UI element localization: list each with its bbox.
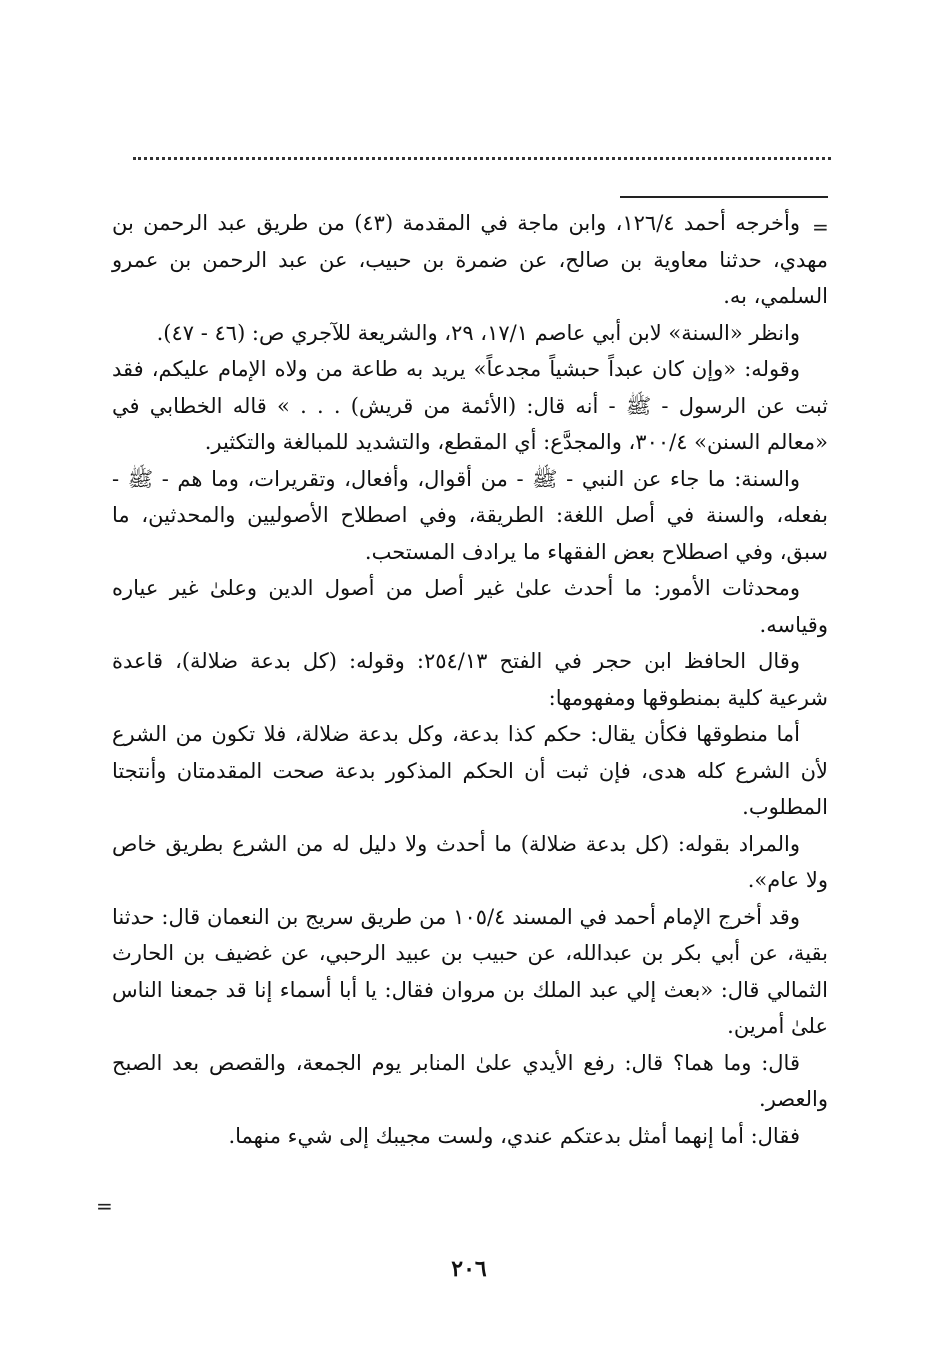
paragraph: وأخرجه أحمد ١٢٦/٤، وابن ماجة في المقدمة (٤٣) من طريق عبد الرحمن بن مهدي، حدثنا معاوية بن صالح، عن ضمرة بن حبيب، عن عبد الرحمن بن عمرو السلمي، به. [112,211,828,308]
continuation-mark-top: = [812,215,829,239]
paragraph: وقد أخرج الإمام أحمد في المسند ١٠٥/٤ من طريق سريج بن النعمان قال: حدثنا بقية، عن أبي بكر بن عبدالله، عن حبيب بن عبيد الرحبي، عن غضيف بن الحارث الثمالي قال: «بعث إلي عبد الملك بن مروان فقال: يا أبا أسماء إنا قد جمعنا الناس علىٰ أمرين. [112,904,828,1038]
paragraph: والسنة: ما جاء عن النبي - ﷺ - من أقوال، وأفعال، وتقريرات، وما هم - ﷺ - بفعله، والسنة في أصل اللغة: الطريقة، وفي اصطلاح الأصوليين والمحدثين، ما سبق، وفي اصطلاح بعض الفقهاء ما يرادف المستحب. [112,466,828,564]
paragraph: والمراد بقوله: (كل بدعة ضلالة) ما أحدث ولا دليل له من الشرع بطريق خاص ولا عام». [112,831,828,892]
paragraph: ومحدثات الأمور: ما أحدث علىٰ غير أصل من أصول الدين وعلىٰ غير عياره وقياسه. [112,576,828,637]
dotted-separator [133,157,831,160]
page-number: ٢٠٦ [451,1256,487,1282]
paragraph: وقال الحافظ ابن حجر في الفتح ٢٥٤/١٣: وقوله: (كل بدعة ضلالة)، قاعدة شرعية كلية بمنطوقها ومفهومها: [112,649,828,710]
footnote-rule [620,196,828,198]
footnote-text [112,205,828,1154]
paragraph: فقال: أما إنهما أمثل بدعتكم عندي، ولست مجيبك إلى شيء منهما. [228,1123,800,1148]
paragraph: قال: وما هما؟ قال: رفع الأيدي علىٰ المنابر يوم الجمعة، والقصص بعد الصبح والعصر. [112,1050,828,1111]
paragraph: أما منطوقها فكأن يقال: حكم كذا بدعة، وكل بدعة ضلالة، فلا تكون من الشرع لأن الشرع كله هدى، فإن ثبت أن الحكم المذكور بدعة صحت المقدمتان وأنتجتا المطلوب. [112,722,828,819]
paragraph: وقوله: «وإن كان عبداً حبشياً مجدعاً» يريد به طاعة من ولاه الإمام عليكم، فقد ثبت عن الرسول - ﷺ - أنه قال: (الأئمة من قريش) . . . » قاله الخطابي في «معالم السنن» ٣٠٠/٤، والمجدَّع: أي المقطع، والتشديد للمبالغة والتكثير. [112,357,828,454]
continuation-mark-bottom: = [96,1194,113,1218]
paragraph: وانظر «السنة» لابن أبي عاصم ١٧/١، ٢٩، والشريعة للآجري ص: (٤٦ - ٤٧). [156,320,800,345]
